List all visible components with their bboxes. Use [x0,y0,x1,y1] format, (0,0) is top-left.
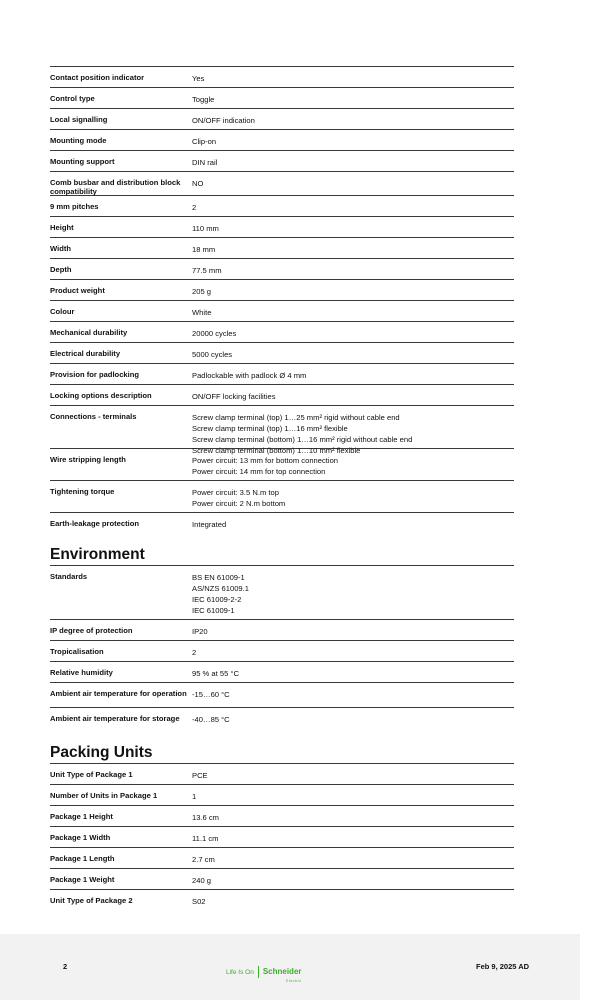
packing-units-heading: Packing Units [50,744,153,761]
brand-logo [226,961,302,983]
spec-value-line: Power circuit: 3.5 N.m top [192,488,279,497]
spec-value-line: Screw clamp terminal (bottom) 1…16 mm² rigid without cable end [192,435,413,444]
spec-row [50,258,514,279]
spec-row [50,707,514,735]
spec-row [50,195,514,216]
spec-value [192,569,514,619]
spec-value [192,409,514,455]
spec-value-line: IEC 61009-1 [192,606,235,615]
spec-value [192,70,514,87]
spec-row [50,448,514,480]
spec-row [50,480,514,512]
spec-label: IP degree of protection [50,626,133,635]
spec-row [50,763,514,784]
spec-value-line: 20000 cycles [192,329,237,338]
spec-row [50,300,514,321]
spec-value-line: 5000 cycles [192,350,233,359]
spec-value [192,665,514,682]
spec-value-line: -15…60 °C [192,690,230,699]
spec-row [50,150,514,171]
spec-label: Package 1 Height [50,812,113,821]
spec-value [192,241,514,258]
spec-value-line: Padlockable with padlock Ø 4 mm [192,371,307,380]
spec-label: Unit Type of Package 2 [50,896,133,905]
spec-label: Tightening torque [50,487,115,496]
spec-label: Package 1 Length [50,854,115,863]
spec-label: Provision for padlocking [50,370,140,379]
spec-value-line: Screw clamp terminal (top) 1…16 mm² flexible [192,424,348,433]
spec-row [50,171,514,195]
spec-label: Comb busbar and distribution block compatibility [50,178,181,196]
spec-label: Connections - terminals [50,412,137,421]
spec-value-line: 13.6 cm [192,813,220,822]
spec-value [192,346,514,363]
spec-value-line: 11.1 cm [192,834,219,843]
spec-label: Standards [50,572,88,581]
spec-value-line: Yes [192,74,205,83]
spec-value [192,809,514,826]
spec-value-line: Screw clamp terminal (bottom) 1…10 mm² flexible [192,446,361,455]
spec-value-line: IEC 61009-2-2 [192,595,242,604]
spec-label: Width [50,244,72,253]
spec-value-line: NO [192,179,204,188]
spec-row [50,321,514,342]
spec-label: Relative humidity [50,668,113,677]
spec-value-line: Integrated [192,520,227,529]
spec-value [192,452,514,480]
spec-value-line: DIN rail [192,158,218,167]
spec-value [192,154,514,171]
packing-units-table [50,763,514,910]
brand-name: Schneider [262,967,302,976]
brand-wordmark [263,961,302,983]
spec-value [192,283,514,300]
spec-value-line: ON/OFF indication [192,116,255,125]
spec-row [50,868,514,889]
spec-value [192,325,514,342]
spec-label: Control type [50,94,95,103]
spec-row [50,108,514,129]
spec-value-line: S02 [192,897,206,906]
spec-label: Contact position indicator [50,73,145,82]
spec-value [192,91,514,108]
spec-label: Depth [50,265,72,274]
spec-value [192,711,514,735]
spec-row [50,216,514,237]
print-date: Feb 9, 2025 AD [476,962,530,971]
spec-value-line: ON/OFF locking facilities [192,392,276,401]
spec-label: 9 mm pitches [50,202,99,211]
spec-row [50,279,514,300]
spec-value-line: AS/NZS 61009.1 [192,584,249,593]
spec-label: Mounting mode [50,136,107,145]
brand-separator [258,966,259,978]
spec-row [50,405,514,455]
page-footer [0,934,580,1000]
spec-label: Locking options description [50,391,152,400]
spec-row [50,363,514,384]
spec-value [192,872,514,889]
spec-row [50,805,514,826]
spec-label: Unit Type of Package 1 [50,770,133,779]
spec-row [50,87,514,108]
spec-row [50,640,514,661]
spec-row [50,661,514,682]
spec-value [192,220,514,237]
spec-value-line: 95 % at 55 °C [192,669,239,678]
spec-value-line: 18 mm [192,245,216,254]
spec-value [192,516,514,543]
spec-value [192,484,514,512]
brand-subname: Electric [286,979,302,983]
spec-label: Ambient air temperature for storage [50,714,180,723]
spec-value-line: IP20 [192,627,208,636]
spec-value-line: PCE [192,771,208,780]
spec-value-line: 240 g [192,876,212,885]
spec-value [192,686,514,707]
spec-row [50,682,514,707]
spec-value [192,788,514,805]
spec-value-line: 2.7 cm [192,855,215,864]
spec-row [50,565,514,619]
spec-value [192,262,514,279]
spec-label: Product weight [50,286,105,295]
spec-value [192,199,514,216]
spec-document [50,66,514,910]
spec-value-line: Screw clamp terminal (top) 1…25 mm² rigid without cable end [192,413,400,422]
spec-value-line: 2 [192,648,197,657]
spec-value-line: 2 [192,203,197,212]
spec-value [192,112,514,129]
spec-value-line: BS EN 61009-1 [192,573,245,582]
spec-label: Height [50,223,74,232]
spec-row [50,237,514,258]
spec-label: Wire stripping length [50,455,126,464]
spec-row [50,784,514,805]
spec-label: Number of Units in Package 1 [50,791,158,800]
spec-value-line: 1 [192,792,197,801]
spec-row [50,512,514,543]
spec-row [50,826,514,847]
spec-label: Package 1 Width [50,833,111,842]
spec-value [192,388,514,405]
spec-row [50,129,514,150]
spec-value-line: Toggle [192,95,215,104]
spec-row [50,384,514,405]
spec-value-line: 205 g [192,287,212,296]
spec-table [50,66,514,543]
spec-label: Mounting support [50,157,115,166]
spec-value-line: Power circuit: 2 N.m bottom [192,499,286,508]
spec-value-line: -40…85 °C [192,715,230,724]
spec-label: Electrical durability [50,349,121,358]
environment-heading: Environment [50,546,145,563]
spec-value-line: 110 mm [192,224,219,233]
spec-value [192,623,514,640]
spec-value [192,133,514,150]
spec-value [192,175,514,195]
spec-row [50,619,514,640]
spec-value [192,304,514,321]
spec-label: Mechanical durability [50,328,128,337]
spec-label: Colour [50,307,75,316]
spec-row [50,889,514,910]
spec-label: Package 1 Weight [50,875,115,884]
spec-value-line: 77.5 mm [192,266,222,275]
environment-table [50,565,514,735]
spec-value-line: Clip-on [192,137,217,146]
spec-row [50,66,514,87]
spec-value [192,830,514,847]
spec-value [192,767,514,784]
spec-value [192,367,514,384]
spec-row [50,342,514,363]
spec-value [192,851,514,868]
spec-value-line: White [192,308,212,317]
spec-label: Tropicalisation [50,647,104,656]
spec-label: Local signalling [50,115,108,124]
spec-value-line: Power circuit: 13 mm for bottom connection [192,456,339,465]
spec-row [50,847,514,868]
brand-tagline: Life Is On [226,968,254,976]
spec-value [192,644,514,661]
spec-value [192,893,514,910]
spec-value-line: Power circuit: 14 mm for top connection [192,467,326,476]
spec-label: Ambient air temperature for operation [50,689,187,698]
page-number: 2 [63,962,68,971]
spec-label: Earth-leakage protection [50,519,140,528]
